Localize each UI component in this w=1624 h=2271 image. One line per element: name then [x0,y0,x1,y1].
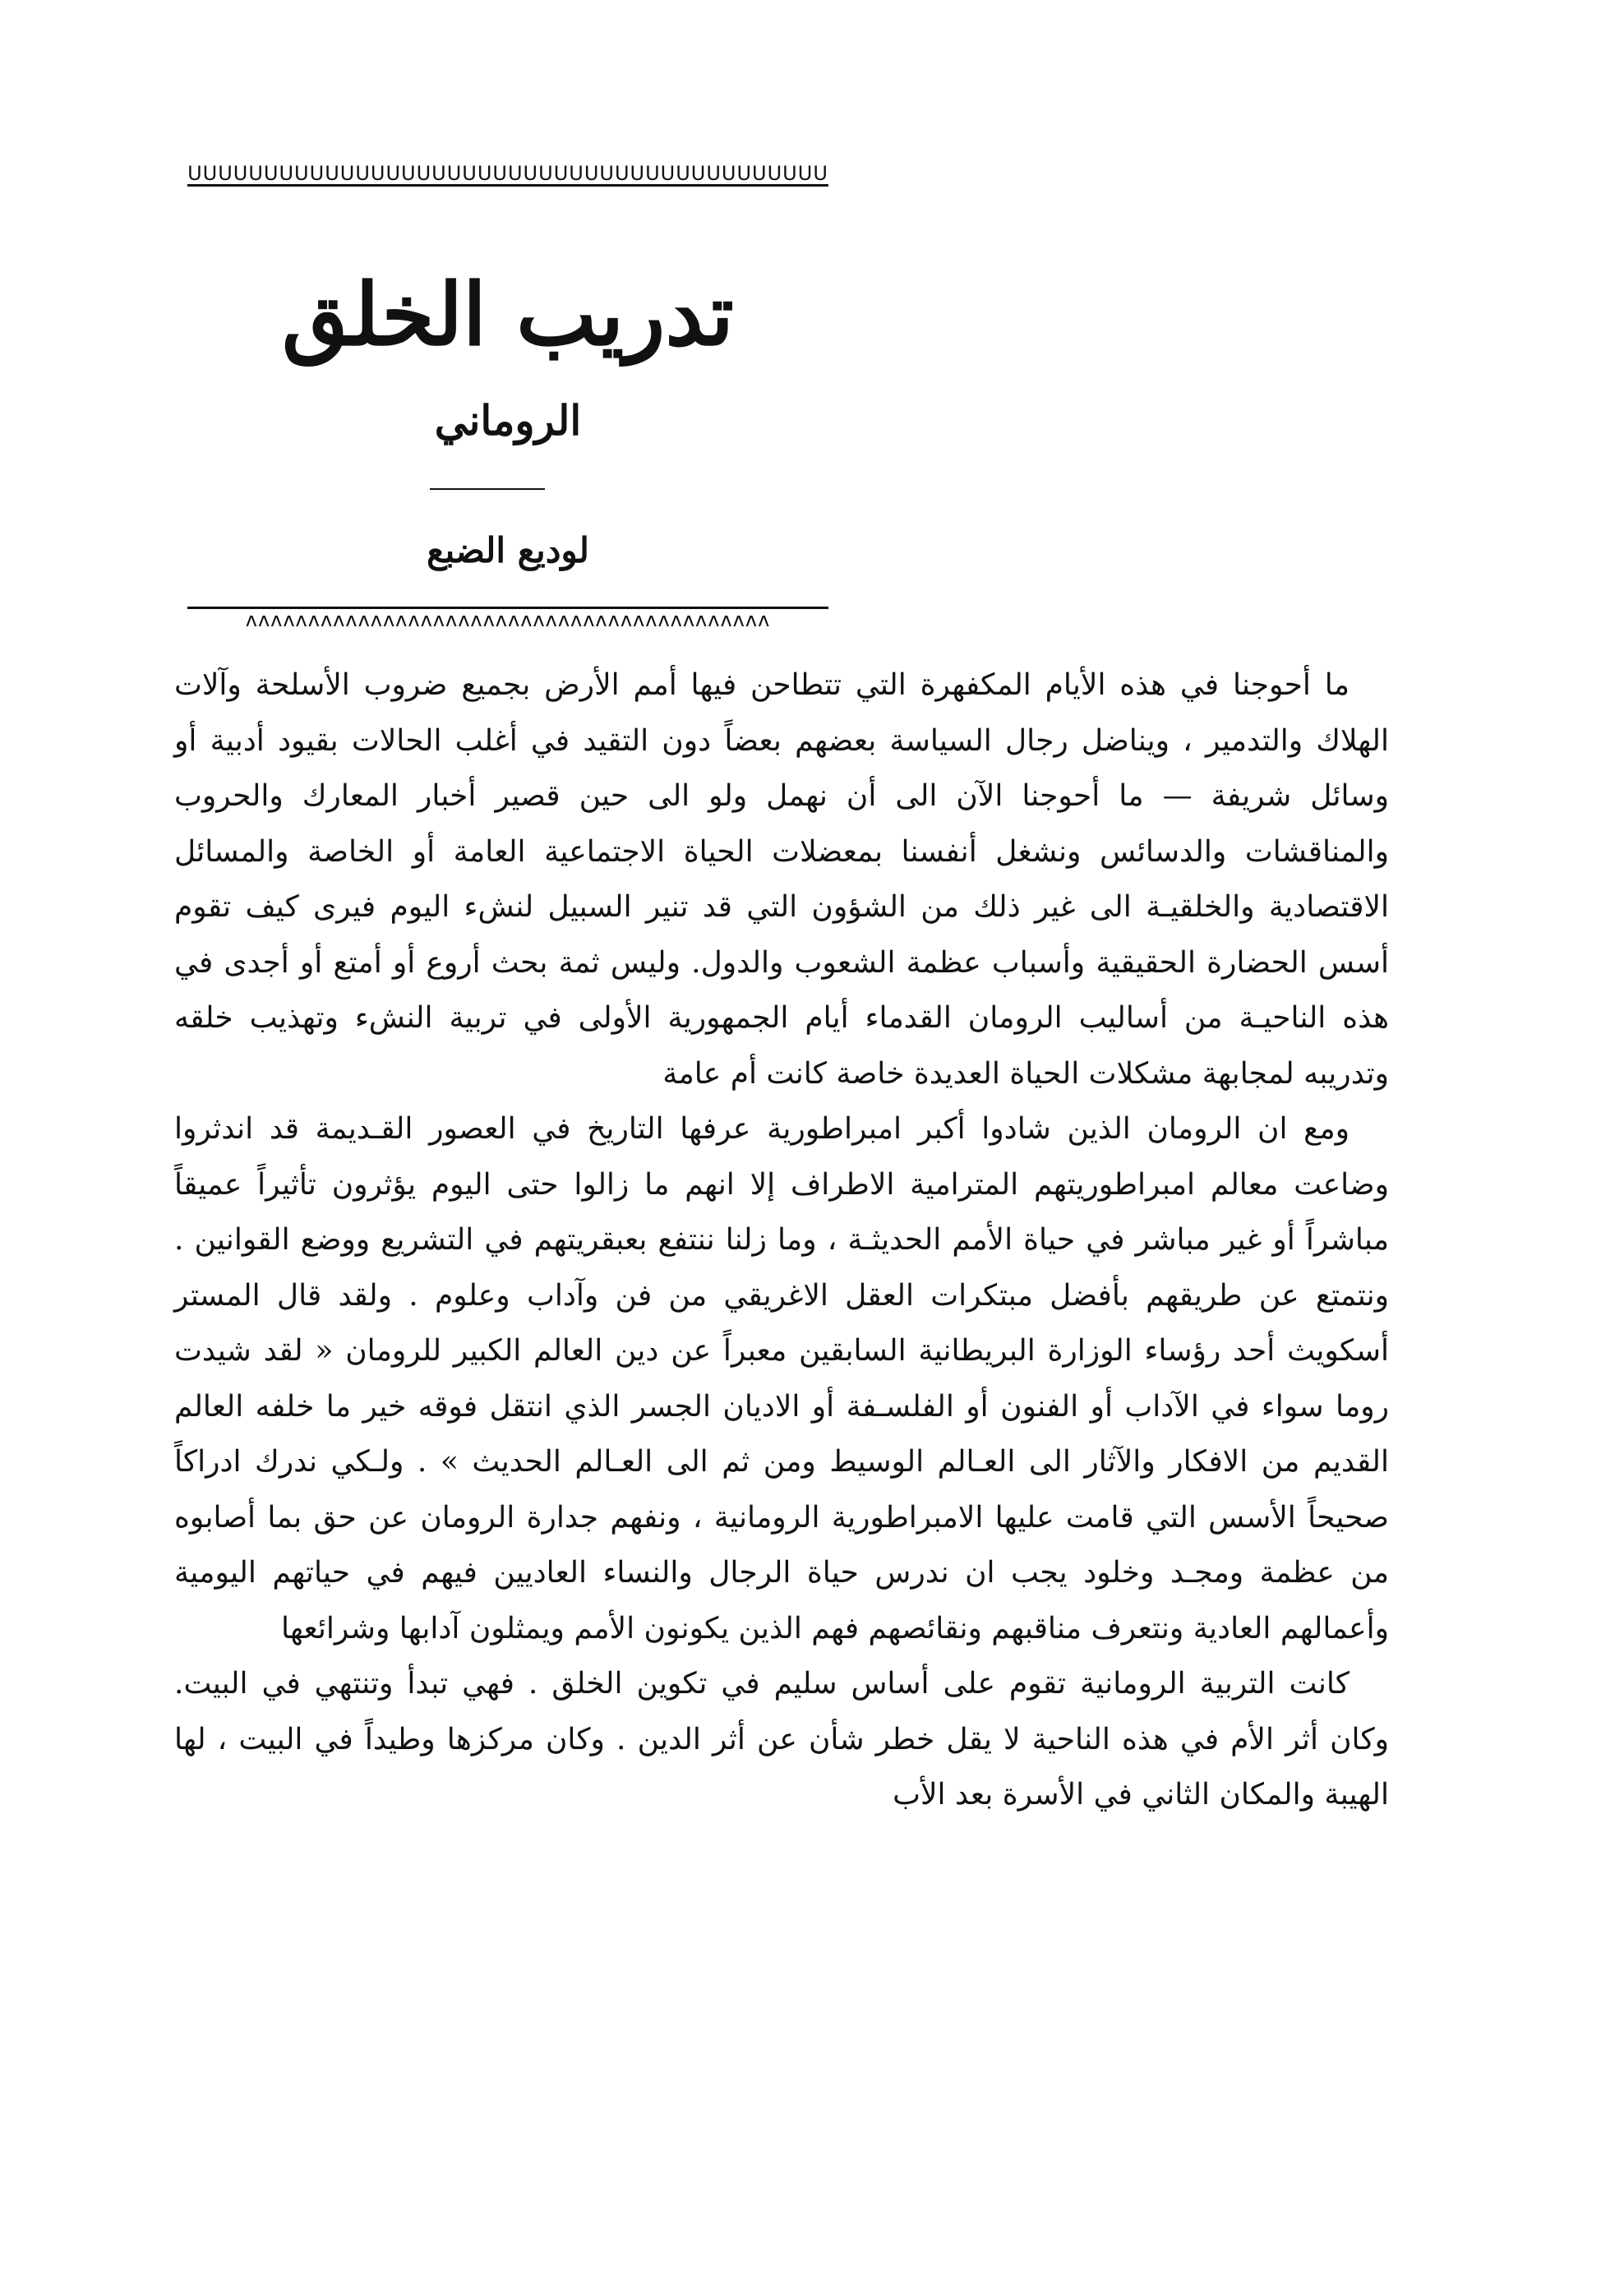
article-body [174,658,1389,1823]
paragraph-3: كانت التربية الرومانية تقوم على أساس سليم في تكوين الخلق . فهي تبدأ وتنتهي في البيت. وكان أثر الأم في هذه الناحية لا يقل خطر شأن عن أثر الدين . وكان مركزها وطيداً في البيت ، لها الهيبة والمكان الثاني في الأسرة بعد الأب [174,1667,1389,1812]
article-title: تدريب الخلق [282,264,734,365]
title-divider [430,488,545,490]
top-ornamental-border: UUUUUUUUUUUUUUUUUUUUUUUUUUUUUUUUUUUUUUUUUU [187,163,828,185]
paragraph-1: ما أحوجنا في هذه الأيام المكفهرة التي تتطاحن فيها أمم الأرض بجميع ضروب الأسلحة وآلات الهلاك والتدمير ، ويناضل رجال السياسة بعضهم بعضاً دون التقيد في أغلب الحالات بقيود أدبية أو وسائل شريفة — ما أحوجنا الآن الى أن نهمل ولو الى حين قصير أخبار المعارك والحروب والمناقشات والدسائس ونشغل أنفسنا بمعضلات الحياة الاجتماعية العامة أو الخاصة والمسائل الاقتصادية والخلقيـة الى غير ذلك من الشؤون التي قد تنير السبيل لنشء اليوم فيرى كيف تقوم أسس الحضارة الحقيقية وأسباب عظمة الشعوب والدول. وليس ثمة بحث أروع أو أمتع أو أجدى في هذه الناحيـة من أساليب الرومان القدماء أيام الجمهورية الأولى في تربية النشء وتهذيب خلقه وتدريبه لمجابهة مشكلات الحياة العديدة خاصة كانت أم عامة [174,668,1389,1091]
paragraph-2: ومع ان الرومان الذين شادوا أكبر امبراطورية عرفها التاريخ في العصور القـديمة قد اندثروا وضاعت معالم امبراطوريتهم المترامية الاطراف إلا انهم ما زالوا حتى اليوم يؤثرون تأثيراً عميقاً مباشراً أو غير مباشر في حياة الأمم الحديثـة ، وما زلنا ننتفع بعبقريتهم في التشريع ووضع القوانين . ونتمتع عن طريقهم بأفضل مبتكرات العقل الاغريقي من فن وآداب وعلوم . ولقد قال المستر أسكويث أحد رؤساء الوزارة البريطانية السابقين معبراً عن دين العالم الكبير للرومان « لقد شيدت روما سواء في الآداب أو الفنون أو الفلسـفة أو الاديان الجسر الذي انتقل فوقه خير ما خلفه العالم القديم من الافكار والآثار الى العـالم الوسيط ومن ثم الى العـالم الحديث » . ولـكي ندرك ادراكاً صحيحاً الأسس التي قامت عليها الامبراطورية الرومانية ، ونفهم جدارة الرومان عن حق بما أصابوه من عظمة ومجـد وخلود يجب ان ندرس حياة الرجال والنساء العاديين فيهم في حياتهم اليومية وأعمالهم العادية ونتعرف مناقبهم ونقائصهم فهم الذين يكونون الأمم ويمثلون آدابها وشرائعها [174,1112,1389,1646]
author-byline: لوديع الضبع [427,530,589,570]
bottom-ornamental-border: ʌʌʌʌʌʌʌʌʌʌʌʌʌʌʌʌʌʌʌʌʌʌʌʌʌʌʌʌʌʌʌʌʌʌʌʌʌʌʌʌʌʌ [187,607,828,630]
article-subtitle: الروماني [434,396,582,445]
